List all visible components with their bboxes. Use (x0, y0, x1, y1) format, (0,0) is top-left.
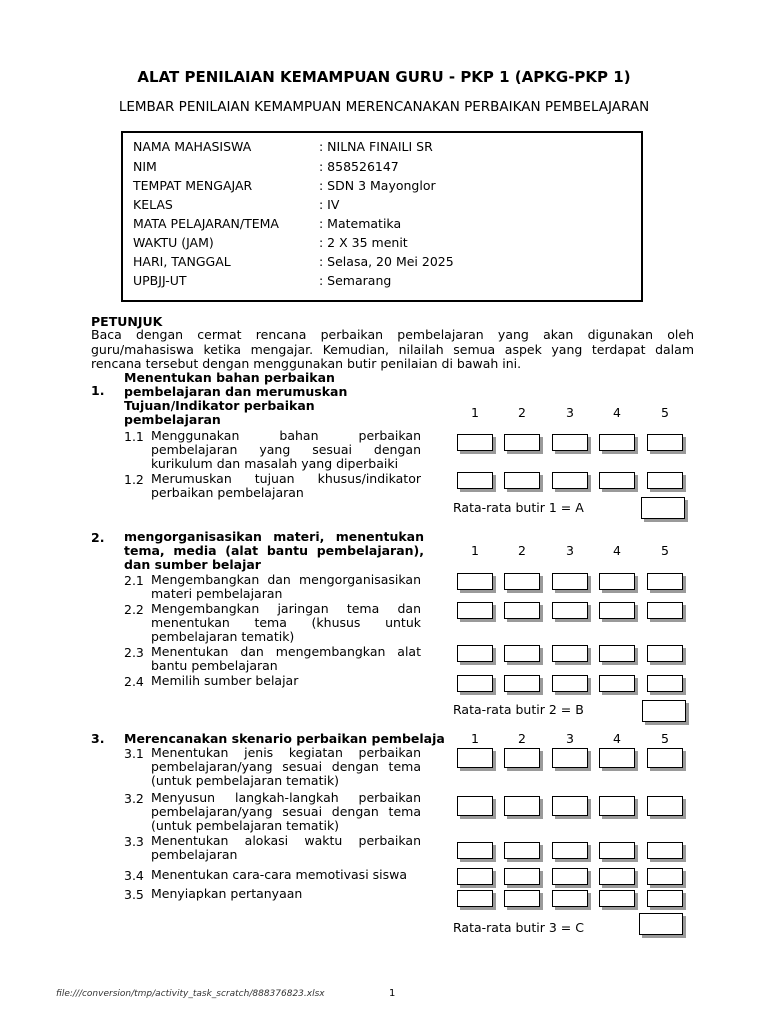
score-box-2-2-5[interactable] (647, 602, 683, 619)
info-row-school: TEMPAT MENGAJAR : SDN 3 Mayonglor (133, 178, 436, 193)
score-box-3-4-5[interactable] (647, 868, 683, 885)
average-label-2: Rata-rata butir 2 = B (453, 702, 584, 717)
info-row-name: NAMA MAHASISWA : NILNA FINAILI SR (133, 139, 433, 154)
score-box-3-5-1[interactable] (457, 890, 493, 907)
item-3-3-number: 3.3 (124, 834, 144, 849)
item-3-4-number: 3.4 (124, 868, 144, 883)
score-box-3-2-4[interactable] (599, 796, 635, 816)
instructions-heading: PETUNJUK (91, 314, 163, 329)
scale-1-3: 3 (566, 405, 574, 420)
average-label-3: Rata-rata butir 3 = C (453, 920, 584, 935)
average-box-1[interactable] (641, 497, 685, 519)
item-3-5-text: Menyiapkan pertanyaan (151, 886, 303, 901)
score-box-2-3-1[interactable] (457, 645, 493, 662)
scale-3-1: 1 (471, 731, 479, 746)
score-box-3-5-5[interactable] (647, 890, 683, 907)
score-box-2-3-4[interactable] (599, 645, 635, 662)
score-box-3-1-4[interactable] (599, 748, 635, 768)
item-3-1-text: Menentukan jenis kegiatan perbaikan pembelajaran/yang sesuai dengan tema (untuk pembelajaran tematik) (151, 745, 421, 788)
item-3-5-number: 3.5 (124, 887, 144, 902)
score-box-1-2-1[interactable] (457, 472, 493, 489)
score-box-2-2-2[interactable] (504, 602, 540, 619)
score-box-1-1-3[interactable] (552, 434, 588, 451)
score-box-2-2-3[interactable] (552, 602, 588, 619)
section-3-title: Merencanakan skenario perbaikan pembelaja (124, 731, 445, 746)
item-1-1-number: 1.1 (124, 429, 144, 444)
info-row-nim: NIM : 858526147 (133, 159, 399, 174)
scale-1-4: 4 (613, 405, 621, 420)
score-box-3-4-4[interactable] (599, 868, 635, 885)
scale-2-1: 1 (471, 543, 479, 558)
item-1-2-number: 1.2 (124, 472, 144, 487)
score-box-1-1-4[interactable] (599, 434, 635, 451)
score-box-3-2-2[interactable] (504, 796, 540, 816)
score-box-2-1-4[interactable] (599, 573, 635, 590)
item-2-1-number: 2.1 (124, 573, 144, 588)
score-box-3-3-4[interactable] (599, 842, 635, 859)
section-2-title: mengorganisasikan materi, menentukan tema, media (alat bantu pembelajaran), dan sumber belajar (124, 529, 424, 572)
scale-3-5: 5 (661, 731, 669, 746)
footer-file-path: file:///conversion/tmp/activity_task_scratch/888376823.xlsx (56, 989, 325, 999)
score-box-2-3-5[interactable] (647, 645, 683, 662)
score-box-2-4-3[interactable] (552, 675, 588, 692)
section-1-title: Menentukan bahan perbaikan pembelajaran dan merumuskan Tujuan/Indikator perbaikan pembelajaran (124, 370, 348, 427)
score-box-3-3-2[interactable] (504, 842, 540, 859)
average-box-2[interactable] (642, 700, 686, 722)
score-box-2-1-5[interactable] (647, 573, 683, 590)
item-2-1-text: Mengembangkan dan mengorganisasikan materi pembelajaran (151, 572, 421, 601)
item-2-4-text: Memilih sumber belajar (151, 673, 299, 688)
info-row-date: HARI, TANGGAL : Selasa, 20 Mei 2025 (133, 254, 454, 269)
page-title: ALAT PENILAIAN KEMAMPUAN GURU - PKP 1 (APKG-PKP 1) (137, 68, 631, 86)
item-1-2-text: Merumuskan tujuan khusus/indikator perbaikan pembelajaran (151, 471, 421, 500)
scale-3-2: 2 (518, 731, 526, 746)
info-row-subject: MATA PELAJARAN/TEMA : Matematika (133, 216, 402, 231)
scale-1-2: 2 (518, 405, 526, 420)
score-box-3-4-3[interactable] (552, 868, 588, 885)
score-box-2-4-5[interactable] (647, 675, 683, 692)
scale-2-4: 4 (613, 543, 621, 558)
scale-2-2: 2 (518, 543, 526, 558)
score-box-1-2-2[interactable] (504, 472, 540, 489)
score-box-3-4-1[interactable] (457, 868, 493, 885)
score-box-3-5-3[interactable] (552, 890, 588, 907)
score-box-2-3-2[interactable] (504, 645, 540, 662)
score-box-2-4-2[interactable] (504, 675, 540, 692)
score-box-1-1-2[interactable] (504, 434, 540, 451)
item-3-2-number: 3.2 (124, 791, 144, 806)
score-box-2-1-2[interactable] (504, 573, 540, 590)
section-1-number: 1. (91, 383, 105, 398)
item-2-4-number: 2.4 (124, 674, 144, 689)
score-box-1-2-3[interactable] (552, 472, 588, 489)
item-2-2-number: 2.2 (124, 602, 144, 617)
score-box-3-5-2[interactable] (504, 890, 540, 907)
score-box-3-1-3[interactable] (552, 748, 588, 768)
scale-2-3: 3 (566, 543, 574, 558)
scale-1-5: 5 (661, 405, 669, 420)
score-box-2-2-4[interactable] (599, 602, 635, 619)
scale-3-3: 3 (566, 731, 574, 746)
identity-box (121, 131, 643, 302)
info-row-time: WAKTU (JAM) : 2 X 35 menit (133, 235, 408, 250)
score-box-3-5-4[interactable] (599, 890, 635, 907)
score-box-3-3-5[interactable] (647, 842, 683, 859)
score-box-3-3-1[interactable] (457, 842, 493, 859)
score-box-3-2-3[interactable] (552, 796, 588, 816)
average-box-3[interactable] (639, 913, 683, 935)
item-3-1-number: 3.1 (124, 746, 144, 761)
score-box-2-4-4[interactable] (599, 675, 635, 692)
average-label-1: Rata-rata butir 1 = A (453, 500, 584, 515)
item-2-2-text: Mengembangkan jaringan tema dan menentukan tema (khusus untuk pembelajaran tematik) (151, 601, 421, 644)
score-box-3-2-1[interactable] (457, 796, 493, 816)
score-box-2-2-1[interactable] (457, 602, 493, 619)
score-box-2-4-1[interactable] (457, 675, 493, 692)
score-box-3-1-2[interactable] (504, 748, 540, 768)
score-box-3-1-1[interactable] (457, 748, 493, 768)
item-3-4-text: Menentukan cara-cara memotivasi siswa (151, 867, 408, 882)
scale-1-1: 1 (471, 405, 479, 420)
scale-3-4: 4 (613, 731, 621, 746)
page-subtitle: LEMBAR PENILAIAN KEMAMPUAN MERENCANAKAN PERBAIKAN PEMBELAJARAN (118, 99, 650, 115)
item-2-3-number: 2.3 (124, 645, 144, 660)
score-box-3-4-2[interactable] (504, 868, 540, 885)
item-3-3-text: Menentukan alokasi waktu perbaikan pembelajaran (151, 833, 421, 862)
item-3-2-text: Menyusun langkah-langkah perbaikan pembelajaran/yang sesuai dengan tema (untuk pembelajaran tematik) (151, 790, 421, 833)
item-2-3-text: Menentukan dan mengembangkan alat bantu pembelajaran (151, 644, 421, 673)
score-box-3-1-5[interactable] (647, 748, 683, 768)
section-3-number: 3. (91, 731, 105, 746)
score-box-2-1-3[interactable] (552, 573, 588, 590)
score-box-1-1-5[interactable] (647, 434, 683, 451)
score-box-2-3-3[interactable] (552, 645, 588, 662)
section-2-number: 2. (91, 530, 105, 545)
score-box-3-2-5[interactable] (647, 796, 683, 816)
score-box-1-2-4[interactable] (599, 472, 635, 489)
footer-page-number: 1 (389, 988, 396, 999)
score-box-2-1-1[interactable] (457, 573, 493, 590)
instructions-text: Baca dengan cermat rencana perbaikan pembelajaran yang akan digunakan oleh guru/mahasiswa ketika mengajar. Kemudian, nilailah semua aspek yang terdapat dalam rencana tersebut dengan menggunakan butir penilaian di bawah ini. (91, 327, 694, 372)
info-row-class: KELAS : IV (133, 197, 340, 212)
score-box-1-2-5[interactable] (647, 472, 683, 489)
score-box-1-1-1[interactable] (457, 434, 493, 451)
info-row-upbjj: UPBJJ-UT : Semarang (133, 273, 392, 288)
score-box-3-3-3[interactable] (552, 842, 588, 859)
item-1-1-text: Menggunakan bahan perbaikan pembelajaran yang sesuai dengan kurikulum dan masalah yang diperbaiki (151, 428, 421, 471)
scale-2-5: 5 (661, 543, 669, 558)
